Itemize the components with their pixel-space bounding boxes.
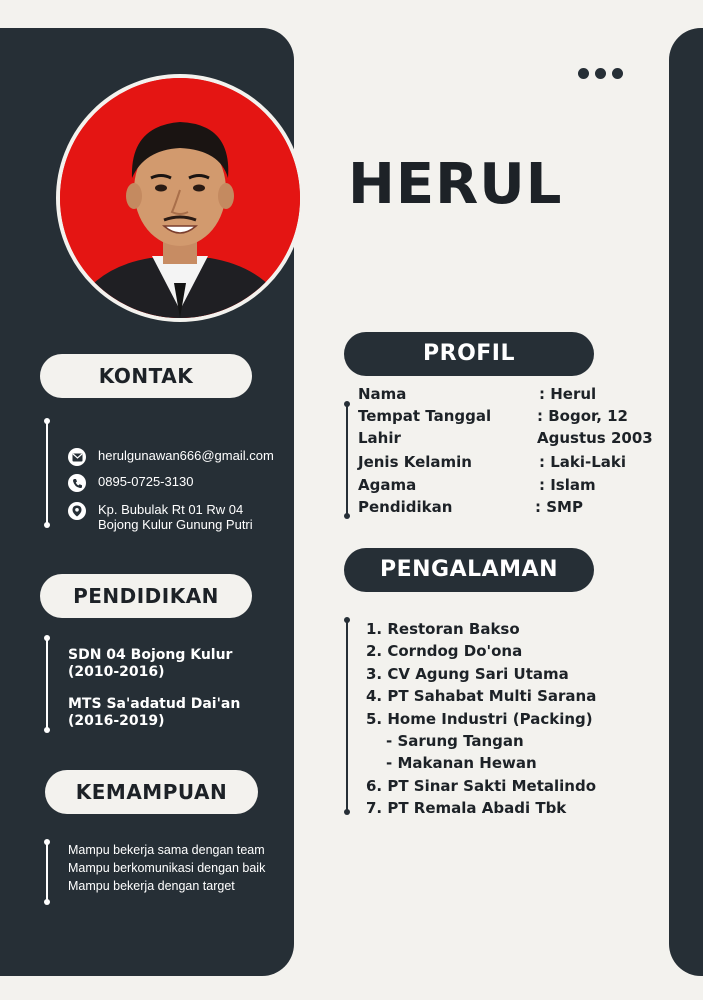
portrait-illustration: [60, 78, 300, 318]
address-line-2: Bojong Kulur Gunung Putri: [98, 517, 253, 532]
contact-email: [68, 448, 274, 466]
education-item: [68, 647, 232, 681]
education-school: SDN 04 Bojong Kulur: [68, 647, 233, 663]
profile-label: Agama: [358, 476, 417, 494]
profile-value: : Herul: [539, 385, 597, 403]
profile-label: Tempat Tanggal Lahir: [358, 407, 492, 447]
section-heading-kemampuan: KEMAMPUAN: [45, 770, 258, 814]
skill-item: Mampu berkomunikasi dengan baik: [68, 861, 266, 875]
experience-item: 5. Home Industri (Packing): [366, 709, 593, 728]
profile-photo: [56, 74, 304, 322]
profile-label: Nama: [358, 385, 407, 403]
person-name: HERUL: [348, 152, 563, 217]
experience-item: 3. CV Agung Sari Utama: [366, 664, 569, 683]
kontak-timeline: [46, 421, 48, 525]
experience-item: 7. PT Remala Abadi Tbk: [366, 799, 567, 818]
experience-list: [366, 618, 596, 820]
profil-timeline: [346, 404, 348, 516]
education-years: (2010-2016): [68, 664, 165, 680]
address-text: [98, 502, 253, 532]
contact-address: [68, 502, 253, 532]
section-heading-profil: PROFIL: [344, 332, 594, 376]
phone-text: 0895-0725-3130: [98, 474, 194, 489]
dot: [612, 68, 623, 79]
location-icon: [68, 502, 86, 520]
profile-value: : Laki-Laki: [539, 453, 627, 471]
section-heading-pendidikan: PENDIDIKAN: [40, 574, 252, 618]
dot: [595, 68, 606, 79]
dot: [578, 68, 589, 79]
profile-row-ttl: [358, 405, 653, 449]
experience-item: 2. Corndog Do'ona: [366, 642, 523, 661]
section-heading-pengalaman: PENGALAMAN: [344, 548, 594, 592]
experience-item: 4. PT Sahabat Multi Sarana: [366, 687, 597, 706]
profile-row-pendidikan: [358, 496, 583, 518]
profile-row-nama: [358, 383, 596, 405]
address-line-1: Kp. Bubulak Rt 01 Rw 04: [98, 502, 244, 517]
experience-subitem: - Makanan Hewan: [386, 754, 537, 773]
contact-phone: [68, 474, 193, 492]
skill-item: Mampu bekerja sama dengan team: [68, 843, 265, 857]
profile-value: : Islam: [539, 476, 596, 494]
kemampuan-timeline: [46, 842, 48, 902]
right-decor-strip: [669, 28, 703, 976]
section-heading-kontak: KONTAK: [40, 354, 252, 398]
education-item: [68, 696, 240, 730]
more-dots-icon: [578, 68, 623, 79]
profile-value: : SMP: [535, 498, 583, 516]
experience-item: 6. PT Sinar Sakti Metalindo: [366, 776, 597, 795]
profile-label: Jenis Kelamin: [358, 453, 472, 471]
skill-item: Mampu bekerja dengan target: [68, 879, 235, 893]
experience-subitem: - Sarung Tangan: [386, 732, 524, 751]
email-text: herulgunawan666@gmail.com: [98, 448, 274, 463]
skills-list: [68, 841, 265, 895]
profile-label: Pendidikan: [358, 498, 453, 516]
experience-item: 1. Restoran Bakso: [366, 620, 520, 638]
phone-icon: [68, 474, 86, 492]
email-icon: [68, 448, 86, 466]
profile-row-agama: [358, 474, 596, 496]
profile-row-jenis-kelamin: [358, 451, 626, 473]
profile-value: : Bogor, 12 Agustus 2003: [537, 407, 653, 447]
pengalaman-timeline: [346, 620, 348, 812]
pendidikan-timeline: [46, 638, 48, 730]
education-school: MTS Sa'adatud Dai'an: [68, 696, 241, 712]
education-years: (2016-2019): [68, 713, 165, 729]
